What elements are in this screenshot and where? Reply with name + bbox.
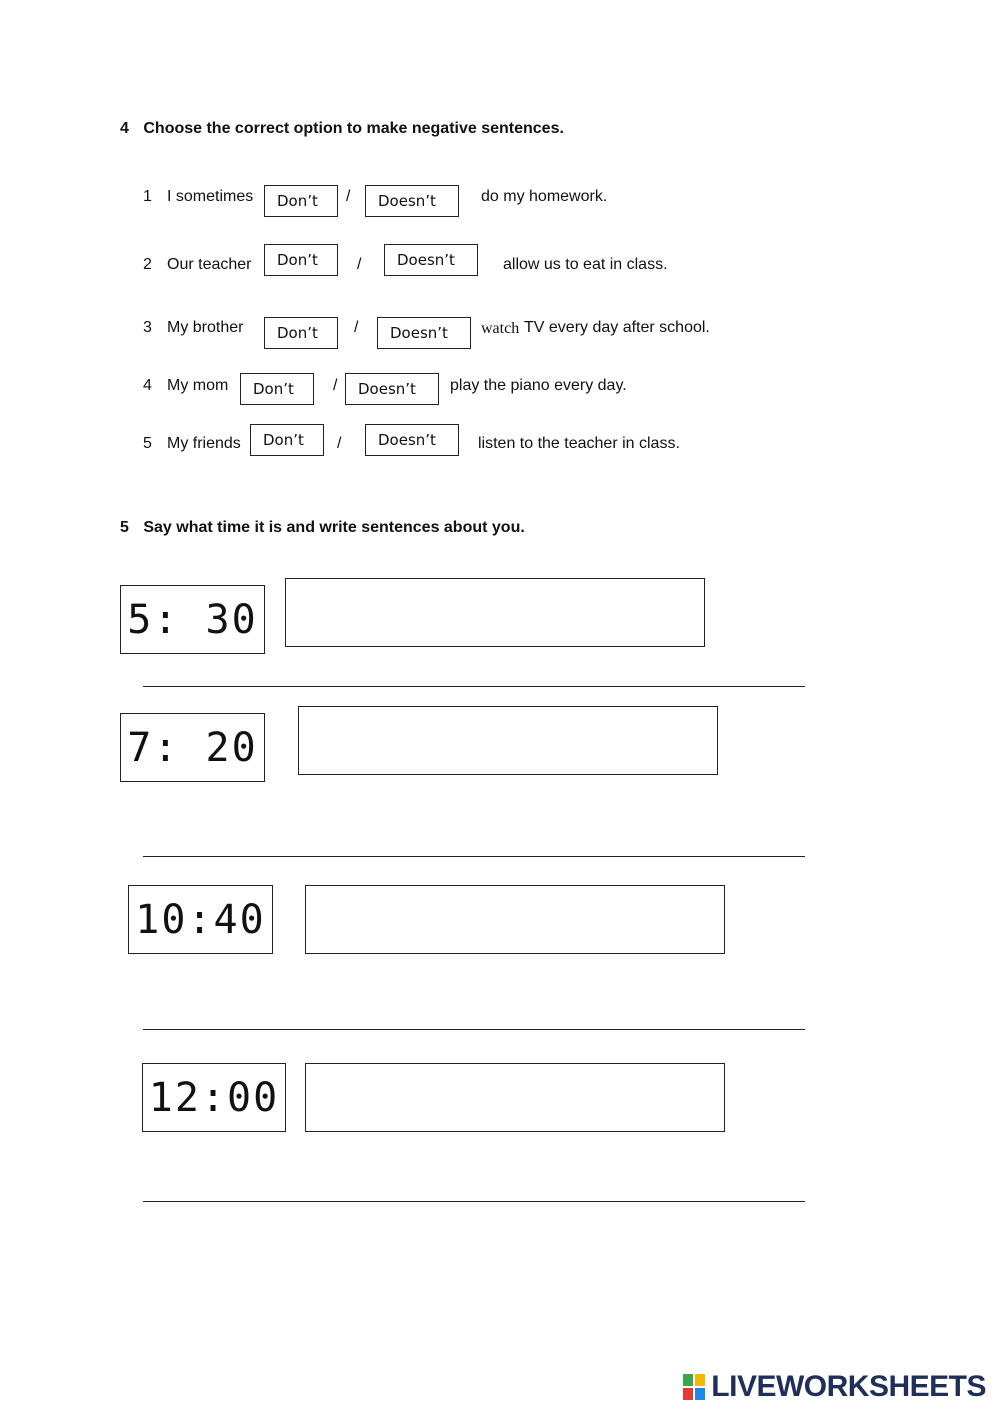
slash: / [346, 188, 351, 205]
option-dont[interactable]: Don’t [264, 317, 338, 349]
digital-clock: 10:40 [128, 885, 273, 954]
time-answer-box[interactable] [298, 706, 718, 775]
item-suffix: do my homework. [481, 188, 608, 205]
item-prefix: My brother [167, 319, 244, 336]
item-number: 1 [143, 188, 152, 205]
item-number: 4 [143, 377, 152, 394]
item-prefix: I sometimes [167, 188, 254, 205]
digital-clock: 7: 20 [120, 713, 265, 782]
item-prefix: My mom [167, 377, 229, 394]
exercise-5-number: 5 [120, 519, 129, 536]
slash: / [337, 435, 342, 452]
slash: / [333, 377, 338, 394]
slash: / [354, 319, 359, 336]
exercise-5-title: Say what time it is and write sentences about you. [143, 519, 525, 536]
option-doesnt[interactable]: Doesn’t [365, 424, 459, 456]
option-doesnt[interactable]: Doesn’t [384, 244, 478, 276]
logo-mark-icon [683, 1374, 705, 1400]
item-suffix: TV every day after school. [524, 319, 710, 336]
option-doesnt[interactable]: Doesn’t [365, 185, 459, 217]
exercise-5-heading [120, 519, 525, 537]
logo-text: LIVEWORKSHEETS [711, 1370, 986, 1403]
option-dont[interactable]: Don’t [240, 373, 314, 405]
exercise-4-number: 4 [120, 120, 129, 137]
digital-clock: 12:00 [142, 1063, 286, 1132]
option-dont[interactable]: Don’t [264, 185, 338, 217]
slash: / [357, 256, 362, 273]
option-doesnt[interactable]: Doesn’t [345, 373, 439, 405]
item-suffix-verb: watch [481, 320, 520, 337]
item-suffix: play the piano every day. [450, 377, 627, 394]
item-number: 2 [143, 256, 152, 273]
liveworksheets-logo [683, 1370, 986, 1404]
sentence-line[interactable] [143, 856, 805, 857]
item-prefix: Our teacher [167, 256, 252, 273]
item-number: 3 [143, 319, 152, 336]
exercise-4-title: Choose the correct option to make negative sentences. [143, 120, 564, 137]
item-number: 5 [143, 435, 152, 452]
time-answer-box[interactable] [305, 1063, 725, 1132]
option-dont[interactable]: Don’t [250, 424, 324, 456]
item-prefix: My friends [167, 435, 241, 452]
time-answer-box[interactable] [285, 578, 705, 647]
time-answer-box[interactable] [305, 885, 725, 954]
option-doesnt[interactable]: Doesn’t [377, 317, 471, 349]
sentence-line[interactable] [143, 1201, 805, 1202]
item-suffix: allow us to eat in class. [503, 256, 668, 273]
item-suffix: listen to the teacher in class. [478, 435, 680, 452]
exercise-4-heading [120, 120, 564, 138]
sentence-line[interactable] [143, 1029, 805, 1030]
digital-clock: 5: 30 [120, 585, 265, 654]
option-dont[interactable]: Don’t [264, 244, 338, 276]
sentence-line[interactable] [143, 686, 805, 687]
